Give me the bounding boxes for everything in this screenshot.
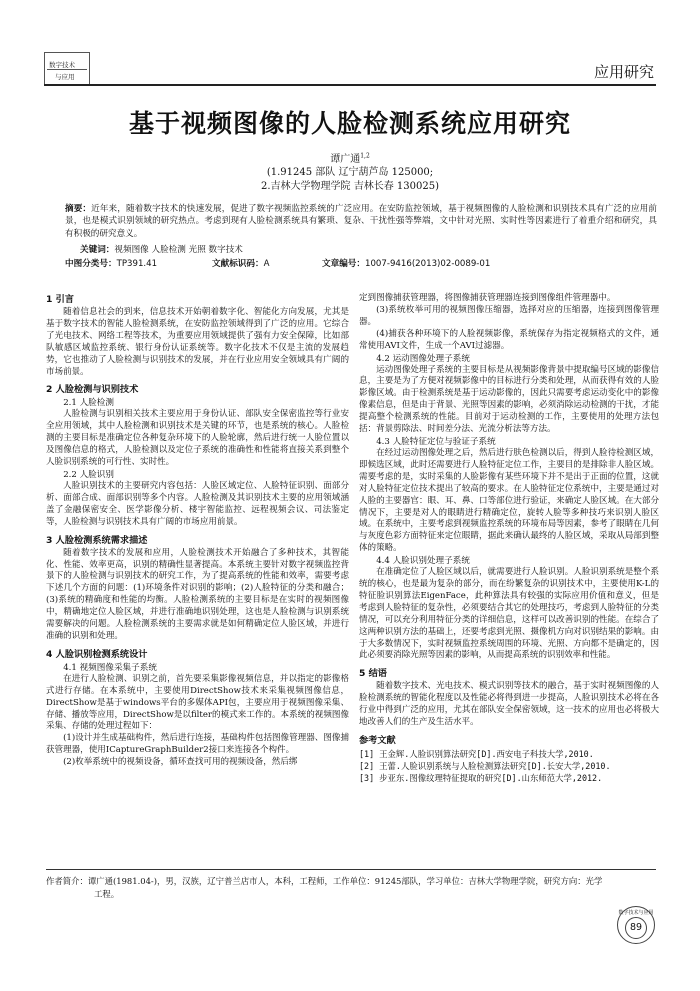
paragraph: 在准确定位了人脸区域以后，就需要进行人脸识别。人脸识别系统是整个系统的核心，也是最为复杂的部分，而在纷繁复杂的识别技术中，主要使用K-L的特征脸识别算法EigenFace，此种算法具有较强的实际应用价值和意义，但是考虑到人脸特征的复杂性，必须要结合其它的处理技巧，考虑到人脸特征的分类情况，可以充分利用特征分类的详细信息，这样可以改善识别的性能。在综合了这两种识别方法的基础上，还要考虑到光照、摄像机方向对识别结果的影响。由于大多数情况下，实时视频监控系统周围的环境、光照、方向都不是确定的，因此必须要消除光照等因素的影响，从而提高系统的识别效率和性能。 <box>359 567 659 661</box>
author-bio-footnote <box>46 875 658 901</box>
subsection-heading: 2.1 人脸检测 <box>63 398 114 409</box>
article-number <box>322 257 490 269</box>
doc-value: A <box>263 259 270 269</box>
section-heading: 5 结语 <box>359 668 387 680</box>
list-item: (4)捕获各种环境下的人脸视频影像，系统保存为指定视频格式的文件，通常使用AVI文件，生成一个AVI过滤器。 <box>359 328 659 351</box>
badge-text: 数字技术与应用 <box>618 910 654 916</box>
footnote-line: 工程。 <box>94 889 120 899</box>
section-tag: 应用研究 <box>593 63 654 81</box>
abstract <box>65 203 657 240</box>
clc-number <box>65 257 157 269</box>
paragraph: 随着数字技术的发展和应用，人脸检测技术开始融合了多种技术，其智能化、性能、效率更高，识别的精确性显著提高。本系统主要针对数字视频监控背景下的人脸检测与识别技术的研究工作，为了提高系统的性能和效率，需要考虑下述几个方面的问题：(1)环境条件对识别的影响；(2)人脸特征的分类和融合；(3)系统的精确度和性能的均衡。人脸检测系统的主要目标是在实时的视频图像中，精确地定位人脸区域，并进行准确地识别处理，这也是人脸检测与识别系统需要解决的问题。人脸检测系统的主要需求就是如何精确定位人脸区域，并进行准确的识别和处理。 <box>46 547 349 641</box>
subsection-heading: 4.2 运动图像处理子系统 <box>376 353 470 364</box>
doc-label: 文献标识码： <box>212 259 264 269</box>
list-item: (3)系统枚举可用的视频图像压缩器，选择对应的压缩器，连接到图像管理器。 <box>359 304 659 327</box>
subsection-heading: 4.4 人脸识别处理子系统 <box>376 556 470 567</box>
author-name: 谭广通 <box>330 154 361 165</box>
paragraph: 在进行人脸检测、识别之前，首先要采集影像视频信息，并以指定的影像格式进行存储。在本系统中，主要使用DirectShow技术来采集视频图像信息，DirectShow是基于windows平台的多媒体API包，主要应用于视频图像采集、存储、播放等应用，DirectShow是以filter的模式来工作的。本系统的视频图像采集、存储的处理过程如下： <box>46 673 349 732</box>
reference-item: [3] 步亚东.图像纹理特征提取的研究[D].山东师范大学,2012. <box>359 773 603 783</box>
paragraph: 随着信息社会的到来，信息技术开始朝着数字化、智能化方向发展，尤其是基于数字技术的智能人脸检测系统，在安防监控领域得到了广泛的应用。它综合了光电技术、网络工程等技术，为重要应用领域提供了强有力安全保障，比如部队敏感区域监控系统、银行身份认证系统等。数字化技术不仅是主流的发展趋势，它也推动了人脸检测与识别技术的发展，并在行业应用安全领域具有广阔的市场前景。 <box>46 307 349 377</box>
affiliation-2: 2.吉林大学物理学院 吉林长春 130025) <box>261 181 439 192</box>
subsection-heading: 4.3 人脸特征定位与验证子系统 <box>376 436 496 447</box>
right-column <box>359 293 659 784</box>
logo-line2: 与应用 <box>55 73 75 81</box>
page-number: 89 <box>629 922 643 933</box>
article-value: 1007-9416(2013)02-0089-01 <box>364 259 491 269</box>
section-heading: 1 引言 <box>46 294 74 305</box>
clc-value: TP391.41 <box>116 259 158 269</box>
journal-logo <box>44 52 90 86</box>
section-heading: 3 人脸检测系统需求描述 <box>46 534 148 546</box>
abstract-text: 近年来，随着数字技术的快速发展，促进了数字视频监控系统的广泛应用。在安防监控领域，基于视频图像的人脸检测和识别技术具有广泛的应用前景，也是模式识别领域的研究热点。考虑到现有人脸检测系统具有繁琐、复杂、干扰性强等弊端，文中针对光照、实时性等因素进行了着重介绍和研究，具有积极的研究意义。 <box>65 204 657 239</box>
paragraph: 人脸检测与识别相关技术主要应用于身份认证、部队安全保密监控等行业安全应用领域，其中人脸检测和识别技术是关键的环节，也是系统的核心。人脸检测的主要目标是准确定位各种复杂环境下的人脸轮廓，然后进行统一人脸位置以及图像信息的格式，人脸检测以及定位子系统的准确性和性能将直接关系到整个人脸识别系统的可行性、实时性。 <box>46 409 349 468</box>
keywords <box>80 243 243 255</box>
section-heading: 2 人脸检测与识别技术 <box>46 384 139 396</box>
page-number-badge <box>617 906 655 944</box>
paragraph: 运动图像处理子系统的主要目标是从视频影像背景中提取编号区域的影像信息，主要是为了方便对视频影像中的目标进行分类和处理，从而获得有效的人脸影像区域。由于检测系统是基于运动影像的，因此只需要考虑运动变化中的影像像素信息，但是由于背景、光照等因素的影响，必须消除运动检测的干扰，才能提高整个检测系统的性能。目前对于运动检测的工作，主要使用的处理方法包括：背景剪除法、时间差分法、光流分析法等方法。 <box>359 364 659 435</box>
left-column <box>46 294 349 769</box>
keywords-text: 视频图像 人脸检测 光照 数字技术 <box>114 245 243 255</box>
list-item: (1)设计并生成基础构件，然后进行连接，基础构件包括图像管理器、图像捕获管理器，使用ICaptureGraphBuilder2接口来连接各个构件。 <box>46 733 349 756</box>
references-list <box>359 748 659 784</box>
paragraph: 随着数字技术、光电技术、模式识别等技术的融合，基于实时视频图像的人脸检测系统的智能化程度以及性能必将得到进一步提高，人脸识别技术必将在各行业中得到广泛的应用，尤其在部队安全保密领域，这一技术的应用也必将极大地改善人们的生产及生活水平。 <box>359 681 659 728</box>
header-rule <box>44 84 656 86</box>
paragraph: 人脸识别技术的主要研究内容包括：人脸区域定位、人脸特征识别、面部分析、面部合成、面部识别等多个内容。人脸检测及其识别技术主要的应用领域涵盖了金融保密安全、医学影像分析、楼宇智能监控、远程视频会议、司法鉴定等，人脸检测与识别技术具有广阔的市场应用前景。 <box>46 480 349 527</box>
article-label: 文章编号： <box>322 259 365 269</box>
abstract-label: 摘要： <box>65 204 92 214</box>
clc-label: 中图分类号： <box>65 259 117 269</box>
author-sup: 1,2 <box>360 152 370 160</box>
reference-item: [2] 王蕾.人脸识别系统与人脸检测算法研究[D].长安大学,2010. <box>359 761 611 771</box>
section-heading: 4 人脸识别检测系统设计 <box>46 648 148 660</box>
list-item: (2)枚举系统中的视频设备，循环查找可用的视频设备，然后绑 <box>63 757 298 768</box>
references-heading: 参考文献 <box>359 735 396 746</box>
subsection-heading: 2.2 人脸识别 <box>63 469 114 480</box>
paper-title: 基于视频图像的人脸检测系统应用研究 <box>128 109 571 138</box>
paragraph: 在经过运动图像处理之后，然后进行肤色检测以后，得到人脸待检测区域，即候选区域，此时还需要进行人脸特征定位工作，主要目的是排除非人脸区域。需要考虑的是，实时采集的人脸影像有某些环境下并不是出于正面的位置，这就对人脸特征定位技术提出了较高的要求。在人脸特征定位系统中，主要是通过对人脸的主要器官：眼、耳、鼻、口等部位进行验证，来确定人脸区域。在大部分情况下，主要是对人的眼睛进行精确定位，旋转人脸等多种技巧来识别人脸区域。在系统中，主要考虑到视频监控系统的环境布局等因素，参考了眼睛在几何与灰度色彩方面特征来定位眼睛，据此来确认最终的人脸区域，采取从局部到整体的策略。 <box>359 447 659 554</box>
logo-line1: 数字技术 <box>49 61 75 69</box>
affiliation-1: (1.91245 部队 辽宁葫芦岛 125000; <box>266 167 434 178</box>
keywords-label: 关键词： <box>80 245 115 255</box>
logo-divider <box>47 69 87 70</box>
footnote-line: 作者简介：谭广通(1981.04-)，男，汉族，辽宁普兰店市人，本科，工程师，工作单位：91245部队，学习单位：吉林大学物理学院，研究方向：光学 <box>46 876 603 886</box>
footnote-rule <box>46 869 656 870</box>
doc-code <box>212 257 269 269</box>
reference-item: [1] 王金辉.人脸识别算法研究[D].西安电子科技大学,2010. <box>359 749 594 759</box>
paragraph: 定到图像捕获管理器，将图像捕获管理器连接到图像组件管理器中。 <box>359 293 616 303</box>
subsection-heading: 4.1 视频图像采集子系统 <box>63 662 157 673</box>
